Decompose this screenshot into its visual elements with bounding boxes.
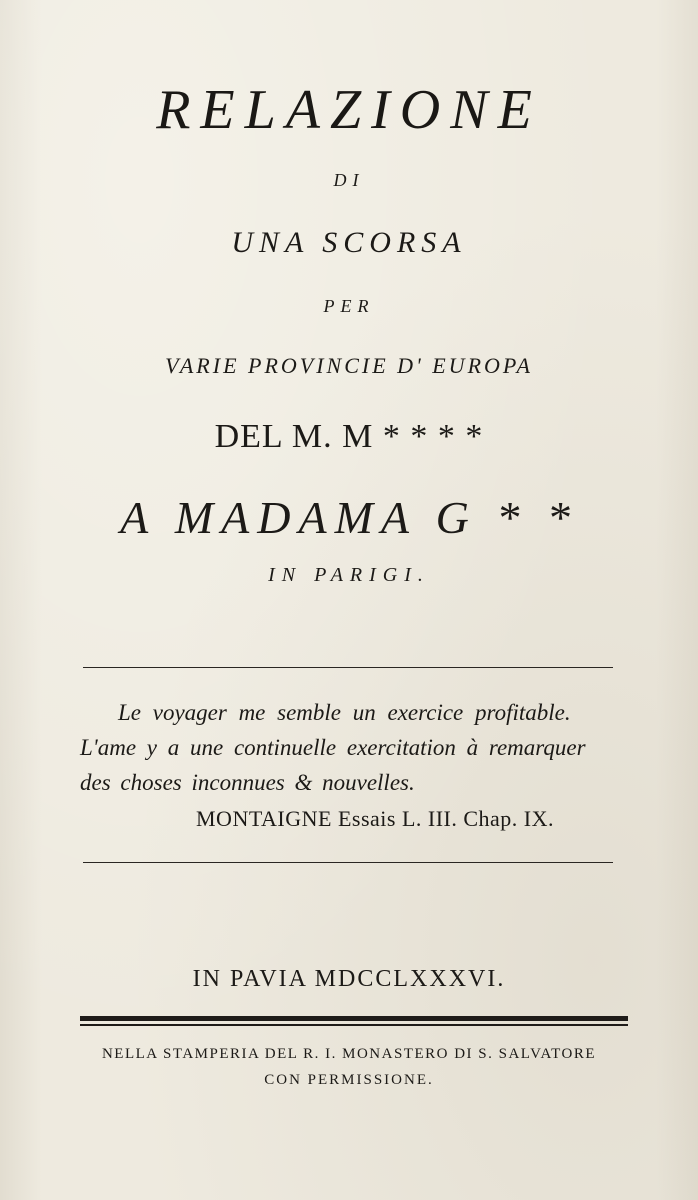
double-rule-thin: [80, 1024, 628, 1026]
epigraph-line-3: des choses inconnues & nouvelles.: [80, 770, 415, 795]
subtitle-scorsa: UNA SCORSA: [231, 226, 467, 259]
imprint-place-year: IN PAVIA MDCCLXXXVI.: [192, 966, 506, 992]
subtitle-per: PER: [323, 296, 375, 316]
addressee-line: A MADAMA G * *: [120, 492, 578, 543]
epigraph-attribution: MONTAIGNE Essais L. III. Chap. IX.: [196, 806, 555, 831]
place-line: IN PARIGI.: [268, 564, 430, 586]
subtitle-provinces: VARIE PROVINCIE D' EUROPA: [165, 353, 533, 378]
bottom-rule: [83, 862, 613, 863]
subtitle-di: DI: [333, 170, 365, 190]
printer-line: NELLA STAMPERIA DEL R. I. MONASTERO DI S. SALVATORE: [101, 1046, 597, 1062]
double-rule: [80, 1016, 628, 1026]
epigraph-line-2: L'ame y a une continuelle exercitation à remarquer: [80, 735, 586, 760]
permission-line: CON PERMISSIONE.: [264, 1072, 434, 1088]
author-line: DEL M. M * * * *: [214, 418, 484, 455]
top-rule: [83, 667, 613, 668]
book-title: RELAZIONE: [156, 79, 542, 141]
double-rule-thick: [80, 1016, 628, 1021]
epigraph-line-1: Le voyager me semble un exercice profitable.: [118, 700, 571, 725]
